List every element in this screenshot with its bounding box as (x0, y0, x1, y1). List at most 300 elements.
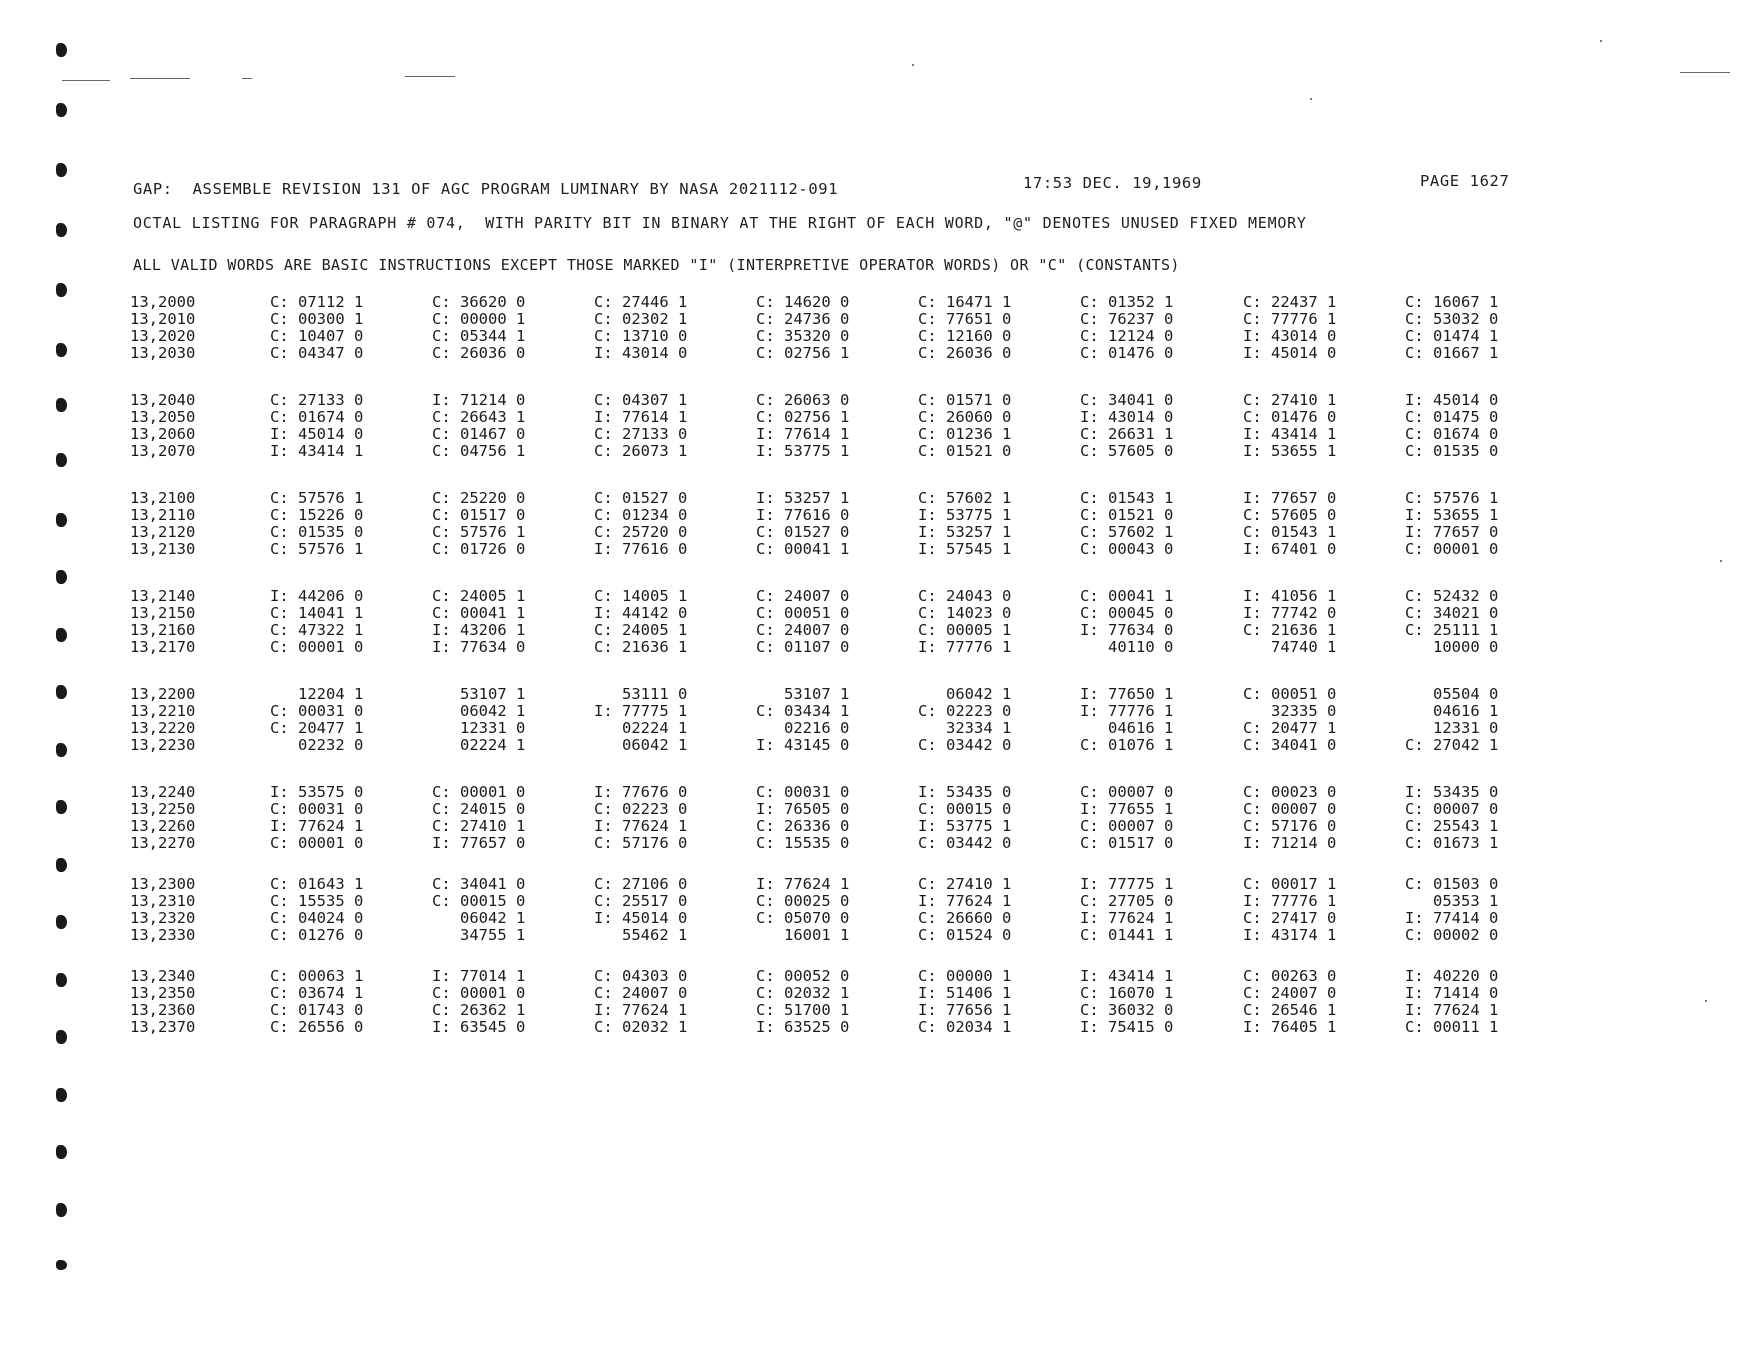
octal-word: C: 00031 0 (270, 702, 364, 720)
octal-word: I: 77742 0 (1243, 604, 1337, 622)
row-address: 13,2150 (130, 604, 196, 622)
octal-word: C: 24007 0 (594, 984, 688, 1002)
octal-word: C: 26036 0 (918, 344, 1012, 362)
listing-block (130, 784, 1530, 852)
octal-word: I: 77624 1 (594, 817, 688, 835)
octal-word: I: 76505 0 (756, 800, 850, 818)
octal-word: C: 02032 1 (594, 1018, 688, 1036)
octal-word: I: 43414 1 (270, 442, 364, 460)
octal-word: I: 77624 1 (1405, 1001, 1499, 1019)
octal-word: C: 00041 1 (756, 540, 850, 558)
octal-word: C: 01276 0 (270, 926, 364, 944)
octal-word: C: 02032 1 (756, 984, 850, 1002)
listing-block (130, 490, 1530, 558)
octal-word: C: 26060 0 (918, 408, 1012, 426)
sprocket-hole-icon (56, 343, 67, 357)
row-address: 13,2210 (130, 702, 196, 720)
octal-word: 12204 1 (270, 685, 364, 703)
octal-word: I: 43145 0 (756, 736, 850, 754)
octal-word: C: 26660 0 (918, 909, 1012, 927)
octal-word: C: 27133 0 (594, 425, 688, 443)
octal-word: C: 53032 0 (1405, 310, 1499, 328)
table-row (130, 686, 1530, 703)
octal-word: 32335 0 (1243, 702, 1337, 720)
row-address: 13,2320 (130, 909, 196, 927)
row-address: 13,2260 (130, 817, 196, 835)
row-address: 13,2330 (130, 926, 196, 944)
octal-word: C: 57576 1 (1405, 489, 1499, 507)
octal-word: 02216 0 (756, 719, 850, 737)
octal-word: 53111 0 (594, 685, 688, 703)
table-row (130, 985, 1530, 1002)
row-address: 13,2070 (130, 442, 196, 460)
octal-word: C: 77651 0 (918, 310, 1012, 328)
octal-word: I: 41056 1 (1243, 587, 1337, 605)
octal-word: I: 53257 1 (918, 523, 1012, 541)
octal-word: I: 45014 0 (270, 425, 364, 443)
octal-word: I: 77650 1 (1080, 685, 1174, 703)
scan-mark (1680, 72, 1730, 73)
sprocket-hole-icon (56, 1260, 67, 1270)
octal-word: C: 26631 1 (1080, 425, 1174, 443)
listing-block (130, 686, 1530, 754)
octal-word: I: 53655 1 (1243, 442, 1337, 460)
octal-word: I: 77624 1 (594, 1001, 688, 1019)
scan-mark (405, 76, 455, 77)
octal-word: C: 00063 1 (270, 967, 364, 985)
sprocket-hole-icon (56, 1088, 67, 1102)
octal-word: I: 77614 1 (594, 408, 688, 426)
octal-word: I: 77014 1 (432, 967, 526, 985)
table-row (130, 426, 1530, 443)
octal-word: C: 01743 0 (270, 1001, 364, 1019)
row-address: 13,2030 (130, 344, 196, 362)
octal-word: I: 53435 0 (1405, 783, 1499, 801)
octal-word: C: 01441 1 (1080, 926, 1174, 944)
octal-word: C: 26643 1 (432, 408, 526, 426)
octal-word: C: 02756 1 (756, 344, 850, 362)
octal-word: C: 01467 0 (432, 425, 526, 443)
octal-word: 12331 0 (1405, 719, 1499, 737)
octal-word: C: 16070 1 (1080, 984, 1174, 1002)
octal-word: C: 15226 0 (270, 506, 364, 524)
row-address: 13,2200 (130, 685, 196, 703)
octal-word: I: 53775 1 (918, 817, 1012, 835)
octal-word: C: 24005 1 (432, 587, 526, 605)
octal-word: C: 02034 1 (918, 1018, 1012, 1036)
octal-word: C: 01521 0 (1080, 506, 1174, 524)
octal-word: C: 00051 0 (1243, 685, 1337, 703)
octal-word: C: 57605 0 (1243, 506, 1337, 524)
octal-word: C: 26063 0 (756, 391, 850, 409)
octal-word: C: 34041 0 (1080, 391, 1174, 409)
octal-word: C: 76237 0 (1080, 310, 1174, 328)
octal-word: I: 57545 1 (918, 540, 1012, 558)
octal-word: C: 12160 0 (918, 327, 1012, 345)
sprocket-hole-icon (56, 1030, 67, 1044)
octal-word: C: 16471 1 (918, 293, 1012, 311)
octal-word: C: 07112 1 (270, 293, 364, 311)
octal-word: I: 77624 1 (1080, 909, 1174, 927)
header-description: OCTAL LISTING FOR PARAGRAPH # 074, WITH PARITY BIT IN BINARY AT THE RIGHT OF EACH WORD, "@" DENOTES UNUSED FIXED MEMORY (133, 214, 1307, 232)
octal-word: C: 26336 0 (756, 817, 850, 835)
octal-word: C: 24043 0 (918, 587, 1012, 605)
octal-word: C: 02302 1 (594, 310, 688, 328)
octal-word: I: 71214 0 (432, 391, 526, 409)
octal-word: 55462 1 (594, 926, 688, 944)
octal-word: I: 53775 1 (756, 442, 850, 460)
octal-word: C: 00043 0 (1080, 540, 1174, 558)
octal-word: C: 51700 1 (756, 1001, 850, 1019)
octal-word: C: 01517 0 (432, 506, 526, 524)
row-address: 13,2340 (130, 967, 196, 985)
octal-word: C: 24007 0 (756, 587, 850, 605)
octal-word: C: 05070 0 (756, 909, 850, 927)
octal-word: C: 10407 0 (270, 327, 364, 345)
octal-word: I: 77624 1 (270, 817, 364, 835)
octal-word: I: 77656 1 (918, 1001, 1012, 1019)
octal-word: C: 01535 0 (1405, 442, 1499, 460)
sprocket-hole-icon (56, 103, 67, 117)
row-address: 13,2050 (130, 408, 196, 426)
octal-word: C: 27042 1 (1405, 736, 1499, 754)
octal-word: 05353 1 (1405, 892, 1499, 910)
octal-word: C: 00005 1 (918, 621, 1012, 639)
octal-word: C: 01674 0 (1405, 425, 1499, 443)
row-address: 13,2110 (130, 506, 196, 524)
table-row (130, 893, 1530, 910)
listing-block (130, 968, 1530, 1036)
octal-word: C: 00011 1 (1405, 1018, 1499, 1036)
octal-word: I: 51406 1 (918, 984, 1012, 1002)
octal-word: C: 26073 1 (594, 442, 688, 460)
scan-mark (130, 78, 190, 79)
octal-word: C: 00001 0 (432, 783, 526, 801)
octal-word: C: 01352 1 (1080, 293, 1174, 311)
octal-word: I: 77655 1 (1080, 800, 1174, 818)
octal-word: C: 01571 0 (918, 391, 1012, 409)
octal-word: C: 01543 1 (1243, 523, 1337, 541)
listing-block (130, 876, 1530, 944)
octal-word: I: 77776 1 (1243, 892, 1337, 910)
octal-word: C: 35320 0 (756, 327, 850, 345)
row-address: 13,2010 (130, 310, 196, 328)
octal-word: C: 01643 1 (270, 875, 364, 893)
octal-word: C: 00031 0 (756, 783, 850, 801)
octal-word: C: 01673 1 (1405, 834, 1499, 852)
table-row (130, 605, 1530, 622)
table-row (130, 311, 1530, 328)
octal-word: C: 25720 0 (594, 523, 688, 541)
octal-word: I: 44206 0 (270, 587, 364, 605)
octal-word: C: 01521 0 (918, 442, 1012, 460)
octal-word: 10000 0 (1405, 638, 1499, 656)
row-address: 13,2040 (130, 391, 196, 409)
sprocket-hole-icon (56, 743, 67, 757)
octal-word: I: 53435 0 (918, 783, 1012, 801)
octal-word: 04616 1 (1080, 719, 1174, 737)
octal-word: C: 00017 1 (1243, 875, 1337, 893)
octal-word: I: 77657 0 (1405, 523, 1499, 541)
octal-word: C: 00031 0 (270, 800, 364, 818)
sprocket-hole-icon (56, 973, 67, 987)
octal-word: C: 20477 1 (1243, 719, 1337, 737)
octal-word: 53107 1 (756, 685, 850, 703)
octal-word: C: 03434 1 (756, 702, 850, 720)
octal-word: C: 01535 0 (270, 523, 364, 541)
octal-word: C: 00041 1 (1080, 587, 1174, 605)
octal-word: C: 04303 0 (594, 967, 688, 985)
row-address: 13,2060 (130, 425, 196, 443)
octal-word: C: 14041 1 (270, 604, 364, 622)
table-row (130, 818, 1530, 835)
octal-word: C: 27705 0 (1080, 892, 1174, 910)
octal-word: C: 00000 1 (918, 967, 1012, 985)
table-row (130, 541, 1530, 558)
octal-word: C: 00052 0 (756, 967, 850, 985)
octal-word: C: 00041 1 (432, 604, 526, 622)
sprocket-hole-icon (56, 858, 67, 872)
sprocket-holes (56, 0, 76, 1346)
octal-word: C: 15535 0 (270, 892, 364, 910)
table-row (130, 835, 1530, 852)
octal-word: C: 25517 0 (594, 892, 688, 910)
octal-word: C: 03674 1 (270, 984, 364, 1002)
sprocket-hole-icon (56, 513, 67, 527)
octal-word: C: 12124 0 (1080, 327, 1174, 345)
octal-word: C: 27446 1 (594, 293, 688, 311)
octal-word: C: 00015 0 (432, 892, 526, 910)
table-row (130, 927, 1530, 944)
octal-word: C: 01674 0 (270, 408, 364, 426)
row-address: 13,2000 (130, 293, 196, 311)
row-address: 13,2160 (130, 621, 196, 639)
octal-word: C: 34041 0 (432, 875, 526, 893)
octal-word: 02232 0 (270, 736, 364, 754)
table-row (130, 392, 1530, 409)
octal-word: I: 77414 0 (1405, 909, 1499, 927)
octal-word: I: 40220 0 (1405, 967, 1499, 985)
listing-block (130, 392, 1530, 460)
sprocket-hole-icon (56, 43, 67, 57)
octal-word: C: 21636 1 (594, 638, 688, 656)
scan-dot (1310, 98, 1312, 100)
octal-word: C: 02756 1 (756, 408, 850, 426)
octal-word: C: 36620 0 (432, 293, 526, 311)
octal-word: I: 63545 0 (432, 1018, 526, 1036)
octal-word: C: 22437 1 (1243, 293, 1337, 311)
octal-word: C: 27410 1 (1243, 391, 1337, 409)
octal-word: I: 75415 0 (1080, 1018, 1174, 1036)
octal-word: C: 01517 0 (1080, 834, 1174, 852)
octal-word: C: 00263 0 (1243, 967, 1337, 985)
octal-word: 04616 1 (1405, 702, 1499, 720)
octal-word: C: 00045 0 (1080, 604, 1174, 622)
octal-word: C: 27410 1 (432, 817, 526, 835)
sprocket-hole-icon (56, 915, 67, 929)
octal-word: C: 25220 0 (432, 489, 526, 507)
scan-dot (912, 64, 914, 66)
octal-word: 32334 1 (918, 719, 1012, 737)
row-address: 13,2360 (130, 1001, 196, 1019)
octal-word: C: 00001 0 (1405, 540, 1499, 558)
octal-word: I: 43174 1 (1243, 926, 1337, 944)
octal-word: C: 01474 1 (1405, 327, 1499, 345)
scan-dot (1705, 1000, 1707, 1002)
octal-word: C: 14620 0 (756, 293, 850, 311)
octal-word: C: 00001 0 (270, 638, 364, 656)
octal-word: C: 01726 0 (432, 540, 526, 558)
octal-word: I: 77624 1 (756, 875, 850, 893)
octal-word: C: 47322 1 (270, 621, 364, 639)
octal-word: C: 14023 0 (918, 604, 1012, 622)
octal-word: I: 45014 0 (1243, 344, 1337, 362)
octal-word: I: 67401 0 (1243, 540, 1337, 558)
row-address: 13,2240 (130, 783, 196, 801)
octal-word: C: 03442 0 (918, 834, 1012, 852)
table-row (130, 443, 1530, 460)
octal-word: C: 00001 0 (270, 834, 364, 852)
octal-word: I: 77616 0 (756, 506, 850, 524)
row-address: 13,2250 (130, 800, 196, 818)
header-datetime: 17:53 DEC. 19,1969 (1023, 174, 1202, 192)
octal-word: C: 57176 0 (1243, 817, 1337, 835)
table-row (130, 639, 1530, 656)
octal-word: I: 77657 0 (432, 834, 526, 852)
octal-word: I: 44142 0 (594, 604, 688, 622)
sprocket-hole-icon (56, 1203, 67, 1217)
octal-word: C: 27106 0 (594, 875, 688, 893)
octal-word: I: 43014 0 (594, 344, 688, 362)
header-legend: ALL VALID WORDS ARE BASIC INSTRUCTIONS EXCEPT THOSE MARKED "I" (INTERPRETIVE OPERATOR WORDS) OR "C" (CONSTANTS) (133, 256, 1180, 274)
octal-word: I: 76405 1 (1243, 1018, 1337, 1036)
octal-word: C: 01234 0 (594, 506, 688, 524)
octal-word: C: 01543 1 (1080, 489, 1174, 507)
octal-word: C: 24007 0 (756, 621, 850, 639)
octal-word: I: 77657 0 (1243, 489, 1337, 507)
octal-word: 74740 1 (1243, 638, 1337, 656)
octal-word: C: 00002 0 (1405, 926, 1499, 944)
octal-word: I: 45014 0 (594, 909, 688, 927)
table-row (130, 968, 1530, 985)
sprocket-hole-icon (56, 398, 67, 412)
octal-word: C: 01475 0 (1405, 408, 1499, 426)
octal-word: 34755 1 (432, 926, 526, 944)
octal-word: C: 02223 0 (594, 800, 688, 818)
octal-word: C: 00001 0 (432, 984, 526, 1002)
sprocket-hole-icon (56, 283, 67, 297)
octal-word: I: 77616 0 (594, 540, 688, 558)
table-row (130, 328, 1530, 345)
octal-word: C: 57576 1 (270, 540, 364, 558)
octal-word: C: 57576 1 (270, 489, 364, 507)
sprocket-hole-icon (56, 628, 67, 642)
octal-word: C: 01527 0 (756, 523, 850, 541)
octal-word: 16001 1 (756, 926, 850, 944)
octal-word: C: 00007 0 (1405, 800, 1499, 818)
octal-word: I: 77634 0 (432, 638, 526, 656)
octal-word: C: 77776 1 (1243, 310, 1337, 328)
page-number: PAGE 1627 (1420, 172, 1510, 190)
octal-word: 05504 0 (1405, 685, 1499, 703)
octal-word: C: 00007 0 (1080, 783, 1174, 801)
octal-word: C: 26362 1 (432, 1001, 526, 1019)
table-row (130, 910, 1530, 927)
row-address: 13,2120 (130, 523, 196, 541)
row-address: 13,2140 (130, 587, 196, 605)
octal-word: I: 45014 0 (1405, 391, 1499, 409)
row-address: 13,2350 (130, 984, 196, 1002)
header-title: GAP: ASSEMBLE REVISION 131 OF AGC PROGRAM LUMINARY BY NASA 2021112-091 (133, 180, 839, 198)
scan-dot (1720, 560, 1722, 562)
octal-word: C: 57176 0 (594, 834, 688, 852)
table-row (130, 720, 1530, 737)
listing-block (130, 588, 1530, 656)
octal-word: 53107 1 (432, 685, 526, 703)
table-row (130, 345, 1530, 362)
octal-word: C: 00007 0 (1243, 800, 1337, 818)
octal-word: I: 53257 1 (756, 489, 850, 507)
row-address: 13,2270 (130, 834, 196, 852)
octal-word: C: 20477 1 (270, 719, 364, 737)
octal-word: C: 00007 0 (1080, 817, 1174, 835)
sprocket-hole-icon (56, 800, 67, 814)
row-address: 13,2220 (130, 719, 196, 737)
table-row (130, 801, 1530, 818)
octal-word: C: 25111 1 (1405, 621, 1499, 639)
octal-word: C: 14005 1 (594, 587, 688, 605)
sprocket-hole-icon (56, 1145, 67, 1159)
octal-word: I: 53575 0 (270, 783, 364, 801)
octal-word: C: 01476 0 (1080, 344, 1174, 362)
octal-word: C: 34021 0 (1405, 604, 1499, 622)
octal-word: C: 04307 1 (594, 391, 688, 409)
octal-word: C: 27410 1 (918, 875, 1012, 893)
sprocket-hole-icon (56, 453, 67, 467)
octal-word: C: 00025 0 (756, 892, 850, 910)
octal-word: 40110 0 (1080, 638, 1174, 656)
octal-word: I: 43414 1 (1080, 967, 1174, 985)
octal-word: 06042 1 (918, 685, 1012, 703)
row-address: 13,2230 (130, 736, 196, 754)
table-row (130, 588, 1530, 605)
octal-word: 06042 1 (432, 702, 526, 720)
row-address: 13,2370 (130, 1018, 196, 1036)
octal-word: C: 24005 1 (594, 621, 688, 639)
octal-word: I: 43014 0 (1080, 408, 1174, 426)
octal-word: C: 24736 0 (756, 310, 850, 328)
octal-word: I: 77775 1 (594, 702, 688, 720)
listing-block (130, 294, 1530, 362)
octal-word: C: 01667 1 (1405, 344, 1499, 362)
octal-word: C: 52432 0 (1405, 587, 1499, 605)
table-row (130, 703, 1530, 720)
octal-word: C: 57602 1 (1080, 523, 1174, 541)
octal-word: C: 25543 1 (1405, 817, 1499, 835)
octal-word: I: 43206 1 (432, 621, 526, 639)
octal-word: C: 16067 1 (1405, 293, 1499, 311)
octal-word: C: 01107 0 (756, 638, 850, 656)
octal-word: C: 34041 0 (1243, 736, 1337, 754)
octal-word: C: 36032 0 (1080, 1001, 1174, 1019)
octal-word: C: 01236 1 (918, 425, 1012, 443)
octal-word: 02224 1 (432, 736, 526, 754)
octal-word: I: 77776 1 (1080, 702, 1174, 720)
table-row (130, 409, 1530, 426)
octal-word: C: 00300 1 (270, 310, 364, 328)
row-address: 13,2020 (130, 327, 196, 345)
octal-word: C: 00000 1 (432, 310, 526, 328)
